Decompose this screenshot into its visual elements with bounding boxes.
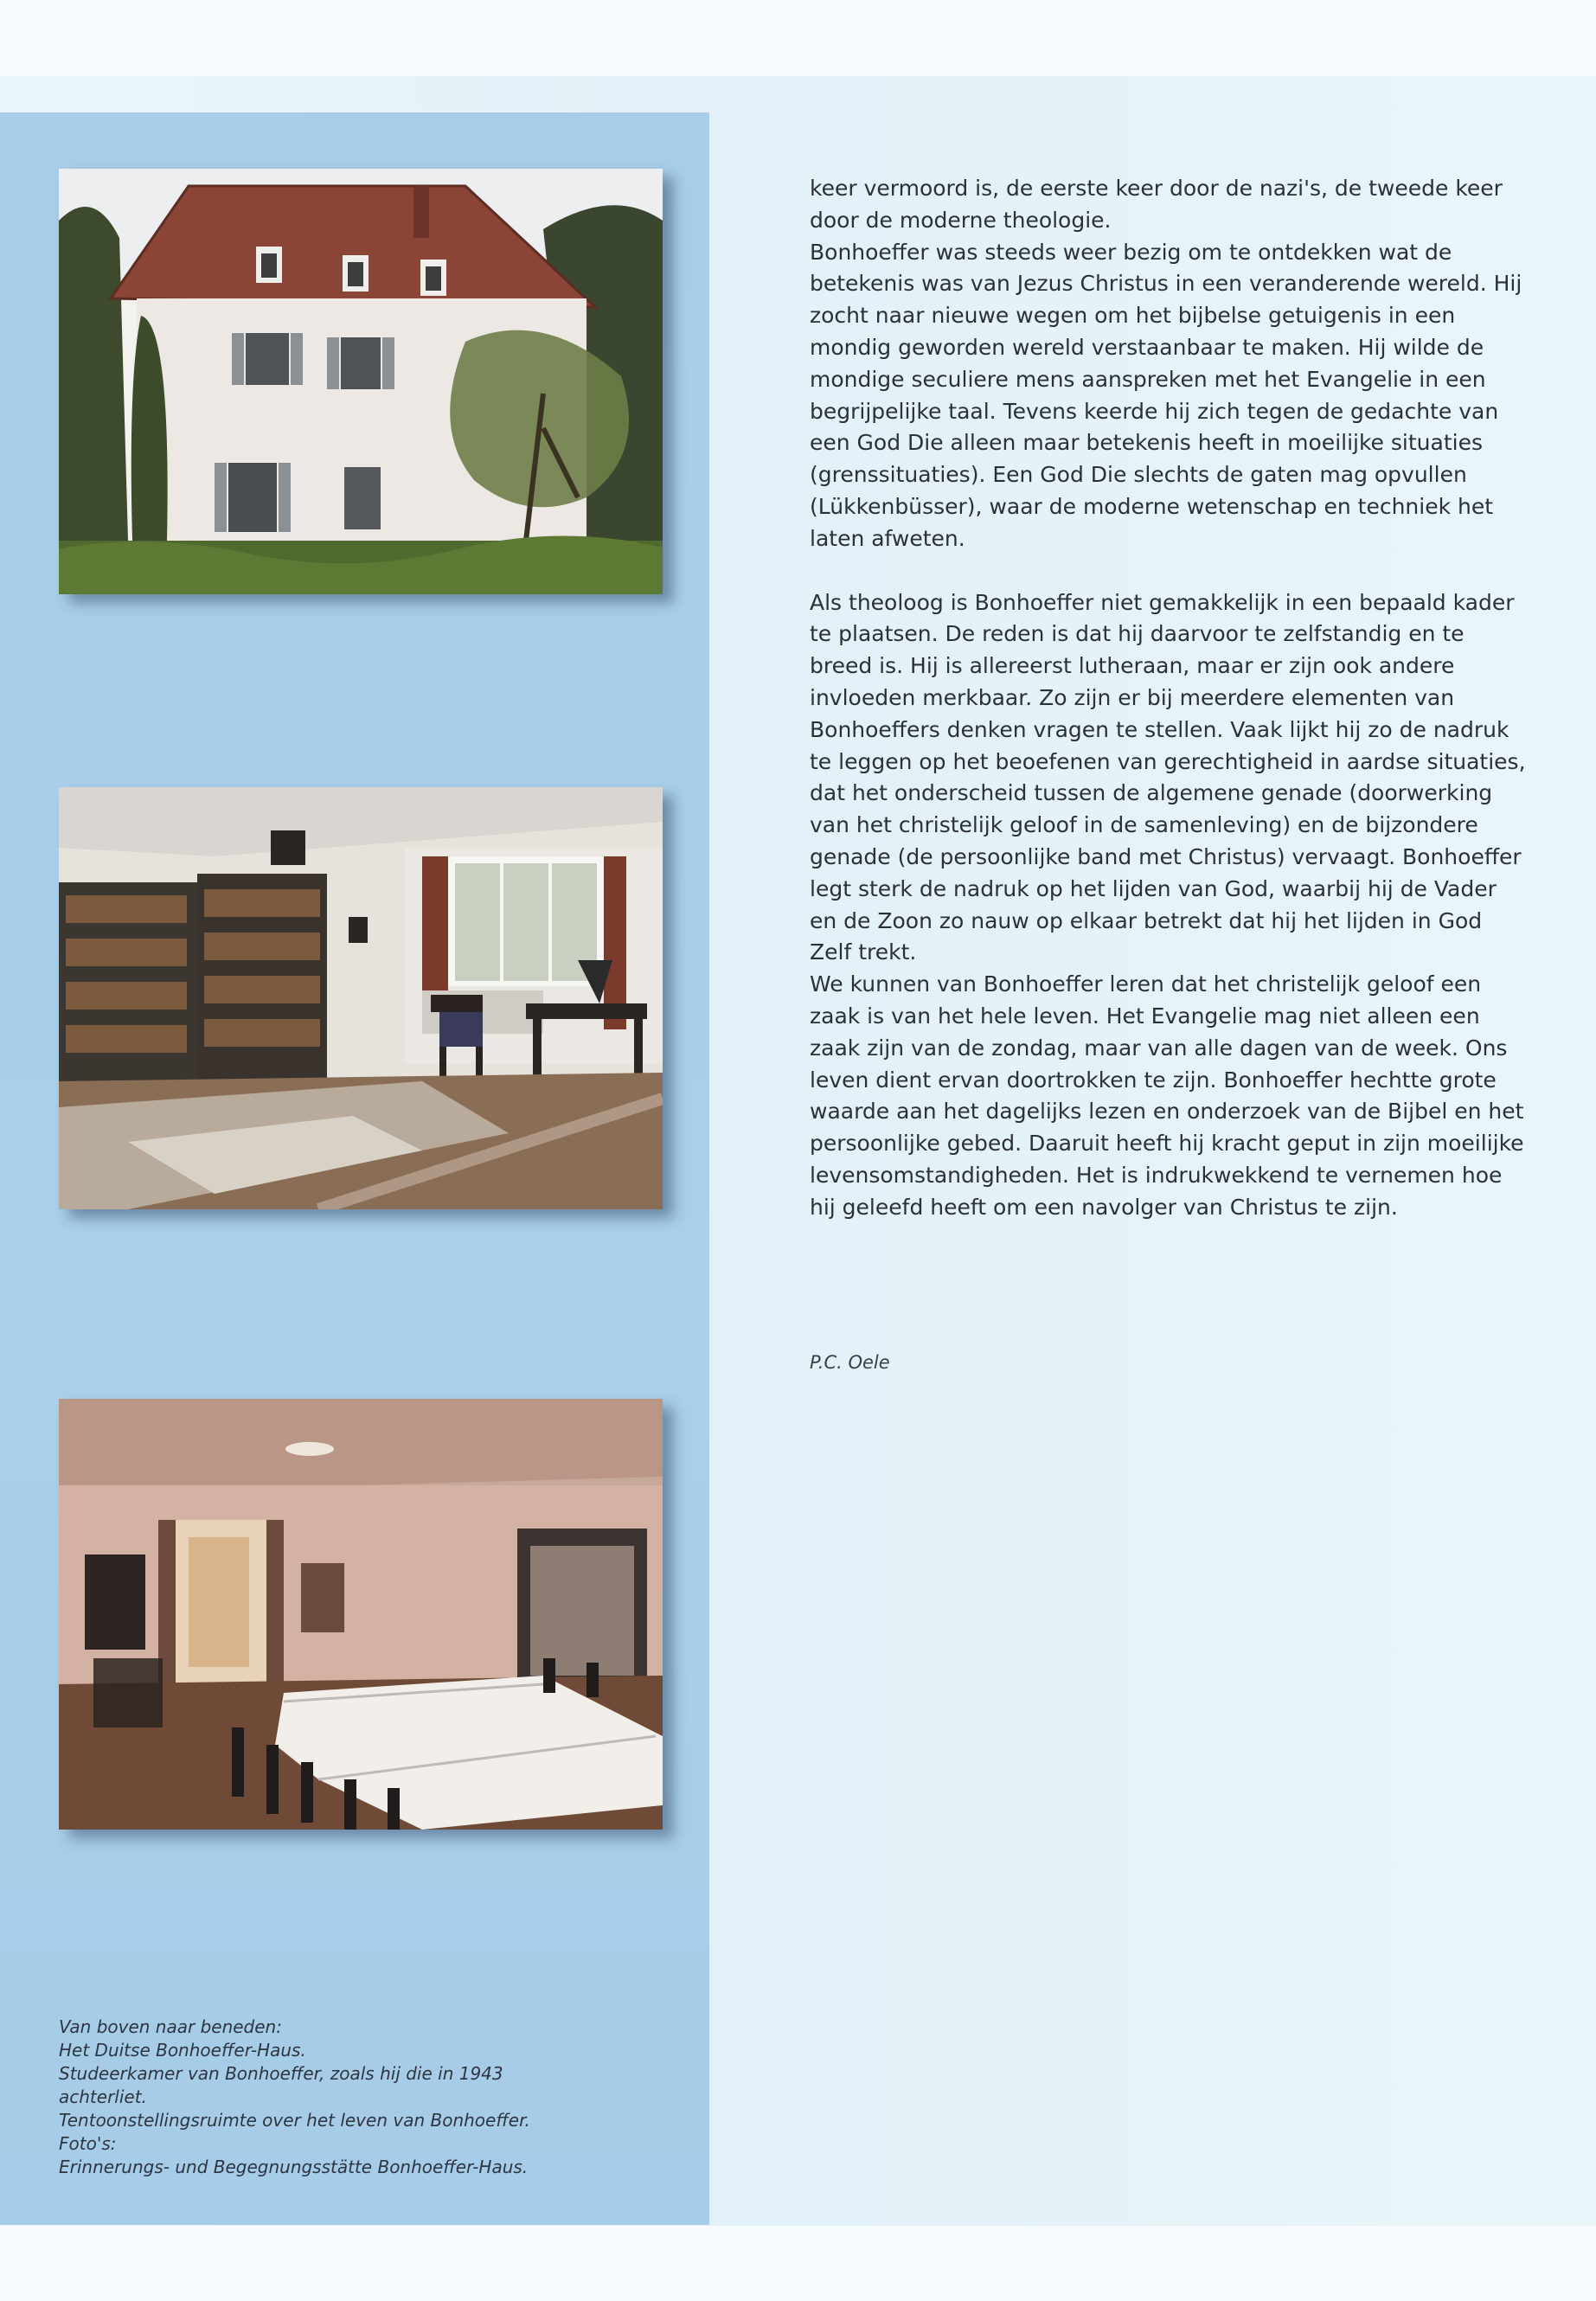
author-signature: P.C. Oele — [810, 1352, 890, 1373]
photo-exhibition-room — [59, 1399, 663, 1830]
caption-line: Studeerkamer van Bonhoeffer, zoals hij die in 1943 — [59, 2063, 503, 2084]
article-paragraph: Bonhoeffer was steeds weer bezig om te ontdekken wat de betekenis was van Jezus Christus in een veranderende wereld. Hij zocht naar nieuwe wegen om het bijbelse getuigenis in een mondig geworden wereld verstaanbaar te maken. Hij wilde de mondige seculiere mens aanspreken met het Evangelie in een begrijpelijke taal. Tevens keerde hij zich tegen de gedachte van een God Die alleen maar betekenis heeft in moeilijke situaties (grenssituaties). Een God Die slechts de gaten mag opvullen (Lükkenbüsser), waar de moderne wetenschap en techniek het laten afweten. — [810, 239, 1522, 551]
article-body — [810, 173, 1528, 1224]
photo-house-exterior — [59, 169, 663, 594]
caption-line: Erinnerungs- und Begegnungsstätte Bonhoeffer-Haus. — [59, 2157, 529, 2177]
caption-line: Van boven naar beneden: — [59, 2016, 282, 2037]
article-paragraph: We kunnen van Bonhoeffer leren dat het christelijk geloof een zaak is van het hele leven. Het Evangelie mag niet alleen een zaak zijn van de zondag, maar van alle dagen van de week. Ons leven dient ervan doortrokken te zijn. Bonhoeffer hechtte grote waarde aan het dagelijks lezen en onderzoek van de Bijbel en het persoonlijke gebed. Daaruit heeft hij kracht geput in zijn moeilijke levensomstandigheden. Het is indrukwekkend te vernemen hoe hij geleefd heeft om een navolger van Christus te zijn. — [810, 971, 1524, 1220]
article-paragraph: Als theoloog is Bonhoeffer niet gemakkelijk in een bepaald kader te plaatsen. De reden is dat hij daarvoor te zelfstandig en te breed is. Hij is allereerst lutheraan, maar er zijn ook andere invloeden merkbaar. Zo zijn er bij meerdere elementen van Bonhoeffers denken vragen te stellen. Vaak lijkt hij zo de nadruk te leggen op het beoefenen van gerechtigheid in aardse situaties, dat het onderscheid tussen de algemene genade (doorwerking van het christelijk geloof in de samenleving) en de bijzondere genade (de persoonlijke band met Christus) vervaagt. Bonhoeffer legt sterk de nadruk op het lijden van God, waarbij hij de Vader en de Zoon zo nauw op elkaar betrekt dat hij het lijden in God Zelf trekt. — [810, 589, 1526, 965]
article-paragraph: keer vermoord is, de eerste keer door de nazi's, de tweede keer door de moderne theologie. — [810, 176, 1503, 233]
photo-study-room — [59, 787, 663, 1209]
caption-line: achterliet. — [59, 2086, 147, 2107]
caption-line: Tentoonstellingsruimte over het leven van Bonhoeffer. — [59, 2110, 530, 2131]
caption-line: Het Duitse Bonhoeffer-Haus. — [59, 2040, 306, 2061]
photo-caption — [59, 2016, 682, 2179]
caption-line: Foto's: — [59, 2133, 117, 2154]
